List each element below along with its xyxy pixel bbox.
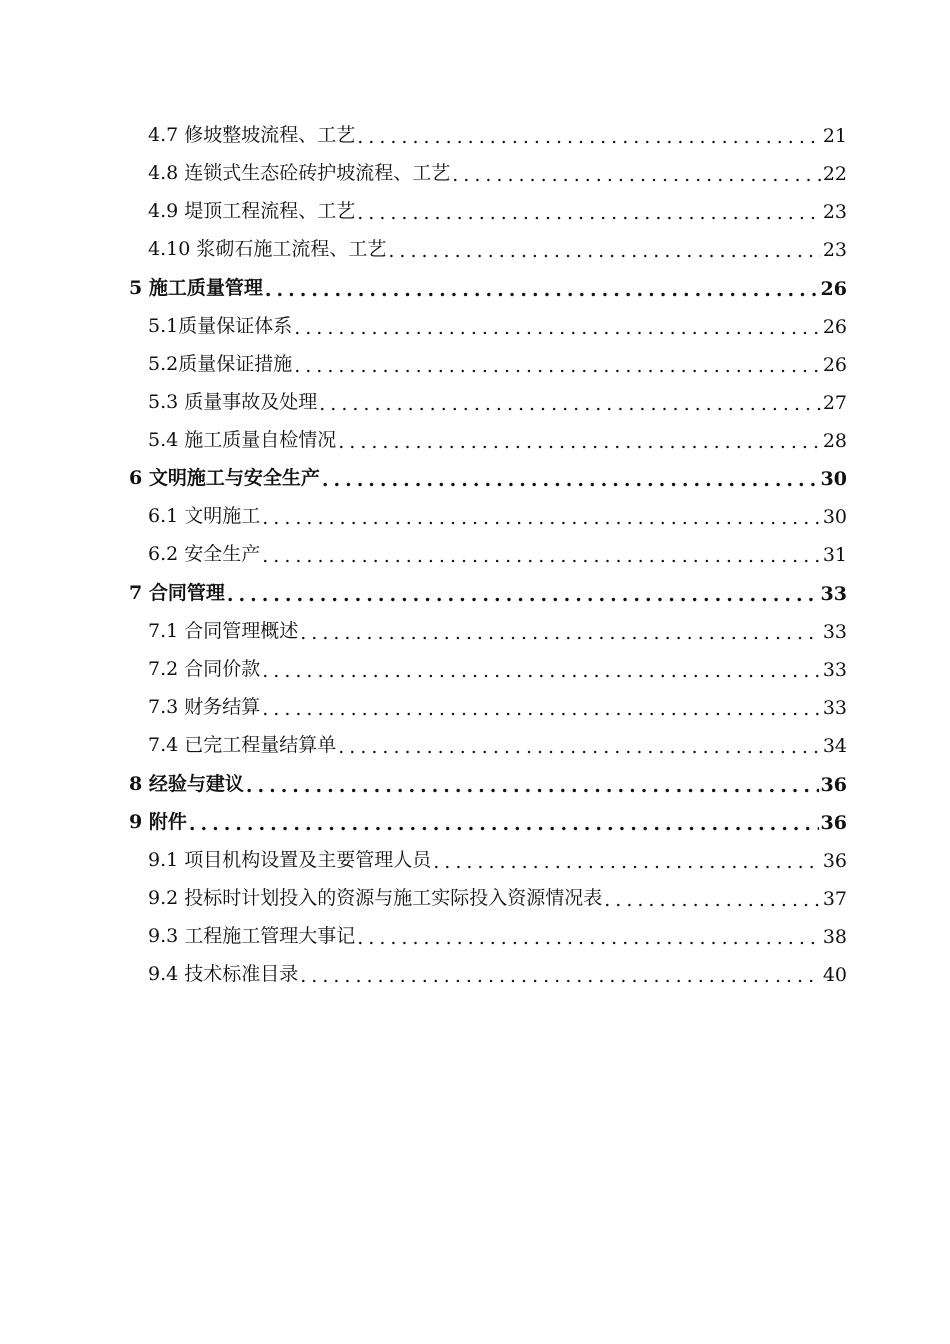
toc-entry-title: 7.1 合同管理概述 xyxy=(148,620,299,642)
toc-entry-title: 9.3 工程施工管理大事记 xyxy=(148,925,356,947)
toc-entry[interactable] xyxy=(148,691,847,719)
dot-leader xyxy=(189,815,819,834)
toc-entry[interactable] xyxy=(148,729,847,757)
toc-entry-title: 5.1质量保证体系 xyxy=(148,315,293,337)
dot-leader xyxy=(338,433,821,452)
dot-leader xyxy=(319,395,821,414)
toc-page-number: 37 xyxy=(822,888,847,910)
toc-page-number: 23 xyxy=(822,201,847,223)
dot-leader xyxy=(262,547,821,566)
dot-leader xyxy=(357,929,821,948)
toc-page-number: 36 xyxy=(820,774,847,796)
toc-entry-title: 9.2 投标时计划投入的资源与施工实际投入资源情况表 xyxy=(148,887,603,909)
toc-page-number: 23 xyxy=(822,239,847,261)
toc-entry-title: 7.2 合同价款 xyxy=(148,658,261,680)
toc-page-number: 28 xyxy=(822,430,847,452)
toc-chapter-entry[interactable] xyxy=(129,462,847,490)
toc-entry-title: 6.1 文明施工 xyxy=(148,505,261,527)
toc-page-number: 22 xyxy=(822,163,847,185)
toc-page-number: 33 xyxy=(820,583,847,605)
toc-entry-title: 6 文明施工与安全生产 xyxy=(129,467,320,489)
toc-page-number: 31 xyxy=(822,544,847,566)
toc-page-number: 33 xyxy=(822,659,847,681)
toc-entry[interactable] xyxy=(148,653,847,681)
toc-entry-title: 5.2质量保证措施 xyxy=(148,353,293,375)
toc-chapter-entry[interactable] xyxy=(129,768,847,796)
dot-leader xyxy=(433,853,821,872)
toc-page-number: 26 xyxy=(822,316,847,338)
toc-entry-title: 7.4 已完工程量结算单 xyxy=(148,734,337,756)
dot-leader xyxy=(265,281,819,300)
toc-page-number: 27 xyxy=(822,392,847,414)
toc-entry-title: 5 施工质量管理 xyxy=(129,277,263,299)
toc-entry-title: 6.2 安全生产 xyxy=(148,543,261,565)
toc-page-number: 33 xyxy=(822,621,847,643)
toc-page-number: 34 xyxy=(822,735,847,757)
toc-entry-title: 4.8 连锁式生态砼砖护坡流程、工艺 xyxy=(148,162,451,184)
toc-entry-title: 9.1 项目机构设置及主要管理人员 xyxy=(148,849,432,871)
toc-page-number: 33 xyxy=(822,697,847,719)
dot-leader xyxy=(227,586,819,605)
toc-entry-title: 9.4 技术标准目录 xyxy=(148,963,299,985)
toc-chapter-entry[interactable] xyxy=(129,806,847,834)
toc-entry[interactable] xyxy=(148,310,847,338)
toc-entry-title: 4.10 浆砌石施工流程、工艺 xyxy=(148,238,387,260)
toc-entry-title: 8 经验与建议 xyxy=(129,773,244,795)
toc-chapter-entry[interactable] xyxy=(129,272,847,300)
toc-entry[interactable] xyxy=(148,119,847,147)
toc-page-number: 30 xyxy=(822,506,847,528)
toc-entry[interactable] xyxy=(148,157,847,185)
dot-leader xyxy=(357,204,821,223)
toc-page-number: 26 xyxy=(822,354,847,376)
toc-entry[interactable] xyxy=(148,615,847,643)
dot-leader xyxy=(294,319,821,338)
dot-leader xyxy=(322,471,819,490)
toc-entry-title: 5.3 质量事故及处理 xyxy=(148,391,318,413)
toc-entry[interactable] xyxy=(148,233,847,261)
toc-page-number: 40 xyxy=(822,964,847,986)
toc-page-number: 38 xyxy=(822,926,847,948)
toc-entry-title: 7 合同管理 xyxy=(129,582,225,604)
toc-entry-title: 7.3 财务结算 xyxy=(148,696,261,718)
toc-entry-title: 4.7 修坡整坡流程、工艺 xyxy=(148,124,356,146)
toc-entry[interactable] xyxy=(148,920,847,948)
toc-entry[interactable] xyxy=(148,348,847,376)
toc-chapter-entry[interactable] xyxy=(129,577,847,605)
toc-entry[interactable] xyxy=(148,844,847,872)
toc-entry[interactable] xyxy=(148,424,847,452)
toc-page-number: 36 xyxy=(820,812,847,834)
toc-page-number: 26 xyxy=(820,278,847,300)
toc-page-number: 21 xyxy=(822,125,847,147)
toc-entry[interactable] xyxy=(148,386,847,414)
dot-leader xyxy=(357,128,821,147)
dot-leader xyxy=(604,891,821,910)
toc-entry[interactable] xyxy=(148,500,847,528)
toc-entry[interactable] xyxy=(148,538,847,566)
dot-leader xyxy=(246,777,819,796)
dot-leader xyxy=(262,700,821,719)
toc-entry[interactable] xyxy=(148,958,847,986)
dot-leader xyxy=(262,662,821,681)
dot-leader xyxy=(294,357,821,376)
toc-entry[interactable] xyxy=(148,882,847,910)
dot-leader xyxy=(300,967,821,986)
toc-entry[interactable] xyxy=(148,195,847,223)
dot-leader xyxy=(388,242,820,261)
toc-entry-title: 9 附件 xyxy=(129,811,187,833)
toc-entry-title: 5.4 施工质量自检情况 xyxy=(148,429,337,451)
toc-entry-title: 4.9 堤顶工程流程、工艺 xyxy=(148,200,356,222)
toc-page-number: 36 xyxy=(822,850,847,872)
dot-leader xyxy=(338,738,821,757)
dot-leader xyxy=(300,624,821,643)
toc-page-number: 30 xyxy=(820,468,847,490)
dot-leader xyxy=(452,166,821,185)
dot-leader xyxy=(262,509,821,528)
